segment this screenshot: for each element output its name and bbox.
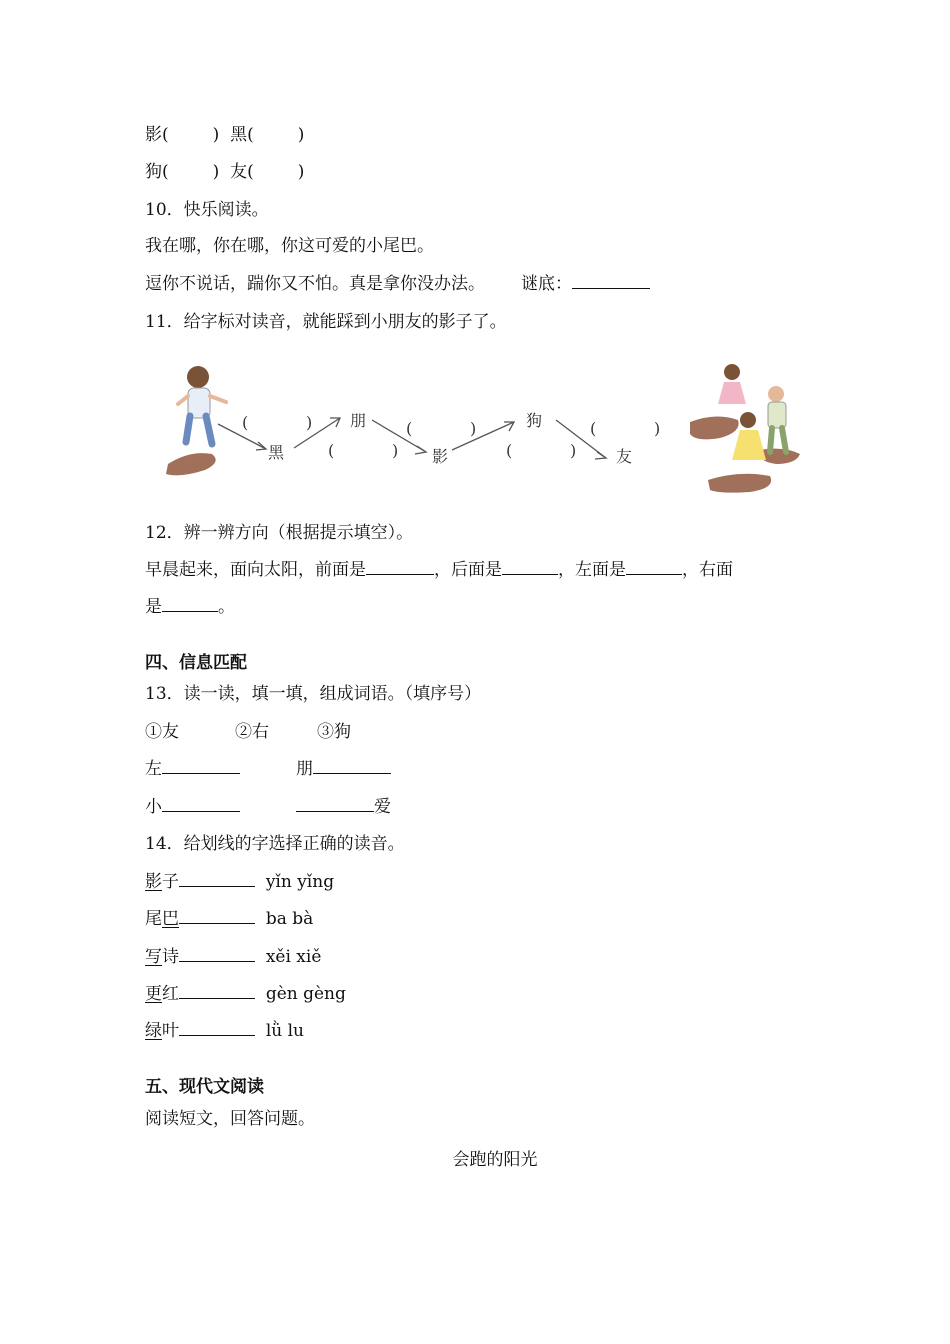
word-part: 爱 xyxy=(374,797,391,817)
q12-text: 是 xyxy=(145,597,162,617)
pinyin-choices: lǜ lu xyxy=(265,1021,304,1041)
q14-item xyxy=(145,1020,304,1042)
section-5-heading: 五、现代文阅读 xyxy=(145,1077,264,1097)
answer-blank[interactable] xyxy=(179,908,255,924)
answer-blank[interactable] xyxy=(179,1020,255,1036)
q11-figure xyxy=(160,352,810,500)
pinyin-row-1 xyxy=(145,124,304,146)
pinyin-choices: gèn gèng xyxy=(265,984,346,1004)
figure-char: 友 xyxy=(616,447,633,466)
left-blank[interactable] xyxy=(626,559,682,575)
q12-text: 早晨起来，面向太阳，前面是 xyxy=(145,560,366,580)
figure-char: 朋 xyxy=(350,411,367,430)
word-blank[interactable] xyxy=(296,796,374,812)
close-paren: ) xyxy=(654,419,661,438)
word-rest: 红 xyxy=(162,984,179,1004)
close-paren: ) xyxy=(392,441,399,460)
q14-item xyxy=(145,871,334,893)
answer-blank[interactable] xyxy=(179,983,255,999)
back-blank[interactable] xyxy=(502,559,558,575)
riddle-text: 逗你不说话，踹你又不怕。真是拿你没办法。 xyxy=(145,274,485,294)
underlined-char: 更 xyxy=(145,984,162,1004)
char-paren-open: 友( xyxy=(230,162,254,182)
char-paren-open: 狗( xyxy=(145,162,169,182)
q13-row-2 xyxy=(145,796,391,818)
answer-label: 谜底： xyxy=(521,274,572,294)
q10-riddle-line-1: 我在哪，你在哪，你这可爱的小尾巴。 xyxy=(145,236,434,256)
word-part: 小 xyxy=(145,797,162,817)
word-rest: 子 xyxy=(162,872,179,892)
q14-item xyxy=(145,946,321,968)
passage-title: 会跑的阳光 xyxy=(452,1150,538,1170)
underlined-char: 巴 xyxy=(162,909,179,929)
section-4-heading: 四、信息匹配 xyxy=(145,653,247,673)
paren-close: ) xyxy=(212,125,220,145)
pinyin-choices: xěi xiě xyxy=(265,947,322,967)
word-part: 朋 xyxy=(296,759,313,779)
paren-close: ) xyxy=(297,162,305,182)
answer-blank[interactable] xyxy=(179,946,255,962)
q10-title: 10．快乐阅读。 xyxy=(145,200,269,220)
q12-text-line-1 xyxy=(145,559,733,581)
q13-title: 13．读一读，填一填，组成词语。（填序号） xyxy=(145,684,482,704)
q12-text: ，左面是 xyxy=(558,560,626,580)
q13-options xyxy=(145,721,351,743)
close-paren: ) xyxy=(306,413,313,432)
figure-char: 黑 xyxy=(268,443,285,462)
q12-text: ，后面是 xyxy=(434,560,502,580)
option: ③狗 xyxy=(317,722,351,742)
open-paren: ( xyxy=(590,419,597,438)
close-paren: ) xyxy=(570,441,577,460)
paren-close: ) xyxy=(212,162,220,182)
q14-item xyxy=(145,983,346,1005)
q12-text-line-2 xyxy=(145,596,235,618)
word-blank[interactable] xyxy=(162,796,240,812)
section-5-intro: 阅读短文，回答问题。 xyxy=(145,1109,315,1129)
open-paren: ( xyxy=(242,413,249,432)
front-blank[interactable] xyxy=(366,559,434,575)
underlined-char: 写 xyxy=(145,947,162,967)
answer-blank[interactable] xyxy=(572,273,650,289)
q14-title: 14．给划线的字选择正确的读音。 xyxy=(145,834,405,854)
q13-row-1 xyxy=(145,758,391,780)
pinyin-row-2 xyxy=(145,161,304,183)
word-blank[interactable] xyxy=(313,758,391,774)
pinyin-choices: ba bà xyxy=(265,909,314,929)
figure-char: 狗 xyxy=(526,411,543,430)
char-paren-open: 黑( xyxy=(230,125,254,145)
q12-title: 12．辨一辨方向（根据提示填空）。 xyxy=(145,523,414,543)
close-paren: ) xyxy=(470,419,477,438)
underlined-char: 绿 xyxy=(145,1021,162,1041)
word-rest: 诗 xyxy=(162,947,179,967)
q10-riddle-line-2 xyxy=(145,273,650,295)
word-pre: 尾 xyxy=(145,909,162,929)
right-blank[interactable] xyxy=(162,596,218,612)
word-blank[interactable] xyxy=(162,758,240,774)
kids-illustration xyxy=(690,364,800,493)
underlined-char: 影 xyxy=(145,872,162,892)
paren-close: ) xyxy=(297,125,305,145)
q12-text: 。 xyxy=(218,597,235,617)
open-paren: ( xyxy=(328,441,335,460)
word-rest: 叶 xyxy=(162,1021,179,1041)
open-paren: ( xyxy=(406,419,413,438)
answer-blank[interactable] xyxy=(179,871,255,887)
option: ①友 xyxy=(145,722,179,742)
open-paren: ( xyxy=(506,441,513,460)
option: ②右 xyxy=(235,722,269,742)
word-part: 左 xyxy=(145,759,162,779)
q12-text: ，右面 xyxy=(682,560,733,580)
figure-char: 影 xyxy=(432,447,449,466)
char-paren-open: 影( xyxy=(145,125,169,145)
boy-illustration xyxy=(166,366,226,475)
pinyin-choices: yǐn yǐng xyxy=(265,872,335,892)
q11-title: 11．给字标对读音，就能踩到小朋友的影子了。 xyxy=(145,312,507,332)
q14-item xyxy=(145,908,313,930)
